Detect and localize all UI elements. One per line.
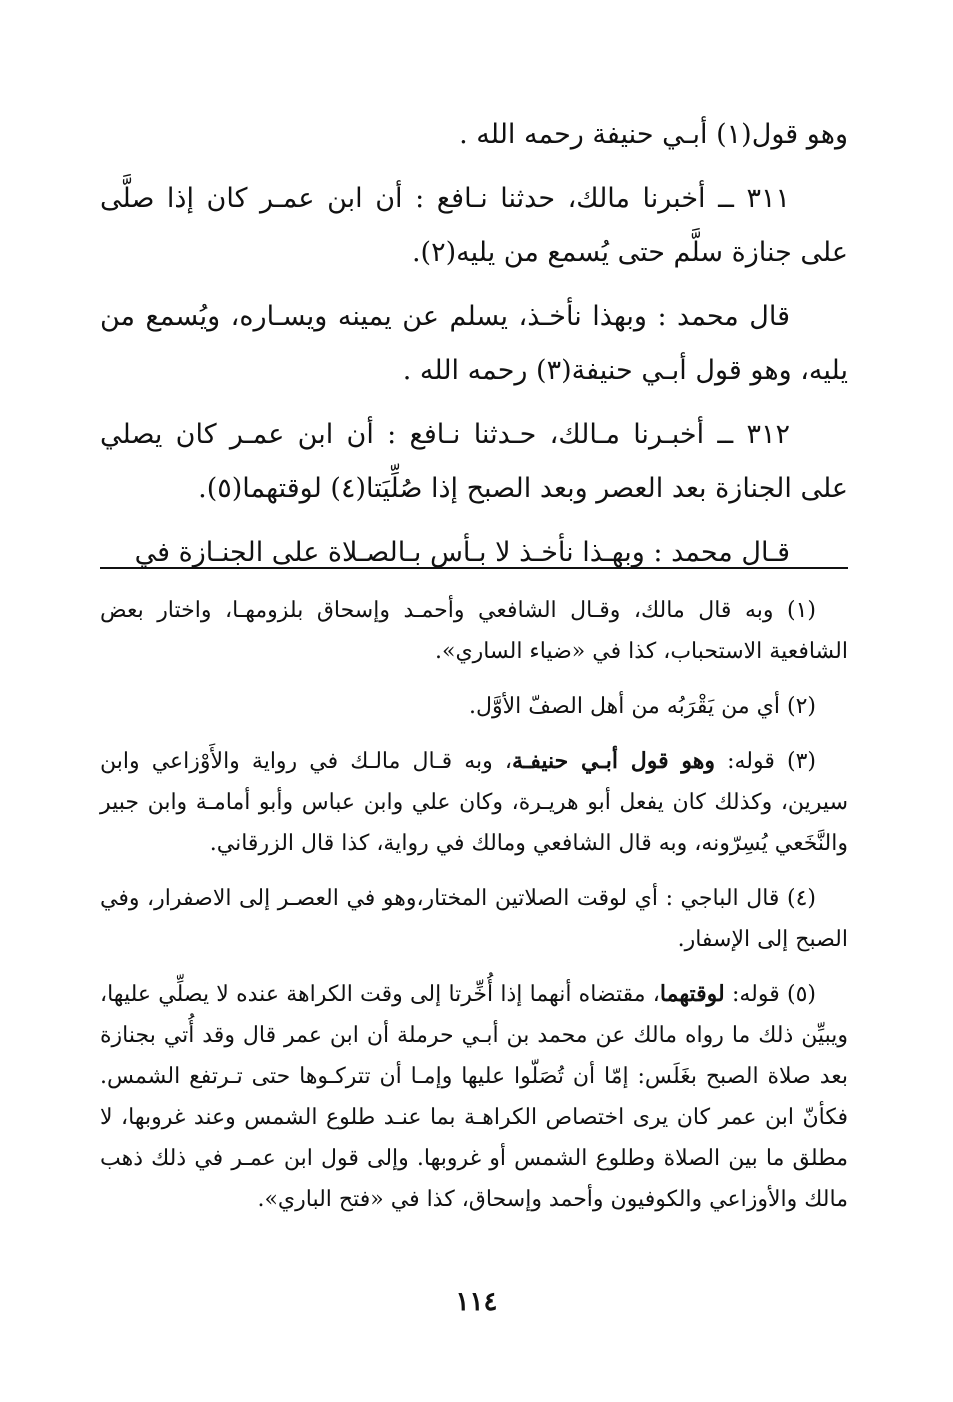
footnote-1: (١) وبه قال مالك، وقـال الشافعي وأحمـد وإسحاق بلزومهـا، واختار بعض الشافعية الاستحباب، كذا في «ضياء الساري». — [100, 598, 848, 664]
footnote-3-text: ، وبه قـال مالـك في رواية والأَوْزاعي وابن سيرين، وكذلك كان يفعل أبو هريـرة، وكان علي وابن عباس وأبو أمامـة وابن جبير والنَّخَعي يُسِرّونه، وبه قال الشافعي ومالك في رواية، كذا قال الزرقاني. — [100, 749, 848, 856]
commentary-312: قـال محمد : وبهـذا نأخـذ لا بـأس بـالصـلاة على الجنـازة في — [134, 537, 790, 568]
page-number: ١١٤ — [455, 1287, 498, 1317]
footnote-5-marker: (٥) قوله: — [724, 982, 816, 1007]
footnotes — [100, 590, 848, 1234]
hadith-312: ٣١٢ ــ أخبـرنا مـالك، حـدثنا نـافع : أن ابن عمـر كان يصلي على الجنازة بعد العصر وبعد الصبح إذا صُلِّيَتا(٤) لوقتهما(٥). — [100, 419, 848, 504]
footnote-3-marker: (٣) قوله: — [715, 749, 816, 774]
footnote-5-text: ، مقتضاه أنهما إذا أُخِّرتا إلى وقت الكراهة عنده لا يصلِّي عليها، ويبيِّن ذلك ما رواه مالك عن محمد بن أبـي حرملة أن ابن عمر قال وقد أُتي بجنازة بعد صلاة الصبح بغَلَس: إمّا أن تُصَلّوا عليها وإمـا أن تتركـوها حتى تـرتفع الشمس. فكأنّ ابن عمر كان يرى اختصاص الكراهـة بما عنـد طلوع الشمس وعند غروبها، لا مطلق ما بين الصلاة وطلوع الشمس أو غروبها. وإلى قول ابن عمـر في ذلك ذهب مالك والأوزاعي والكوفيون وأحمد وإسحاق، كذا في «فتح الباري». — [100, 982, 848, 1212]
footnote-3-lemma: وهو قول أبـي حنيفـة — [511, 748, 715, 774]
footnote-5-lemma: لوقتهما — [659, 981, 725, 1007]
footnote-divider — [100, 567, 848, 569]
main-text — [100, 108, 848, 590]
footnote-3 — [100, 741, 848, 864]
main-paragraph-1: وهو قول(١) أبـي حنيفة رحمه الله . — [459, 119, 848, 150]
footnote-2: (٢) أي من يَقْرَبُه من أهل الصفّ الأوَّل. — [469, 694, 816, 719]
footnote-5 — [100, 974, 848, 1220]
hadith-311: ٣١١ ــ أخبرنا مالك، حدثنا نـافع : أن ابن عمـر كان إذا صلَّى على جنازة سلَّم حتى يُسمع من يليه(٢). — [100, 183, 848, 268]
commentary-311: قال محمد : وبهذا نأخـذ، يسلم عن يمينه ويسـاره، ويُسمع من يليه، وهو قول أبـي حنيفة(٣) رحمه الله . — [100, 301, 848, 386]
footnote-4: (٤) قال الباجي : أي لوقت الصلاتين المختار،وهو في العصـر إلى الاصفرار، وفي الصبح إلى الإسفار. — [100, 886, 848, 952]
